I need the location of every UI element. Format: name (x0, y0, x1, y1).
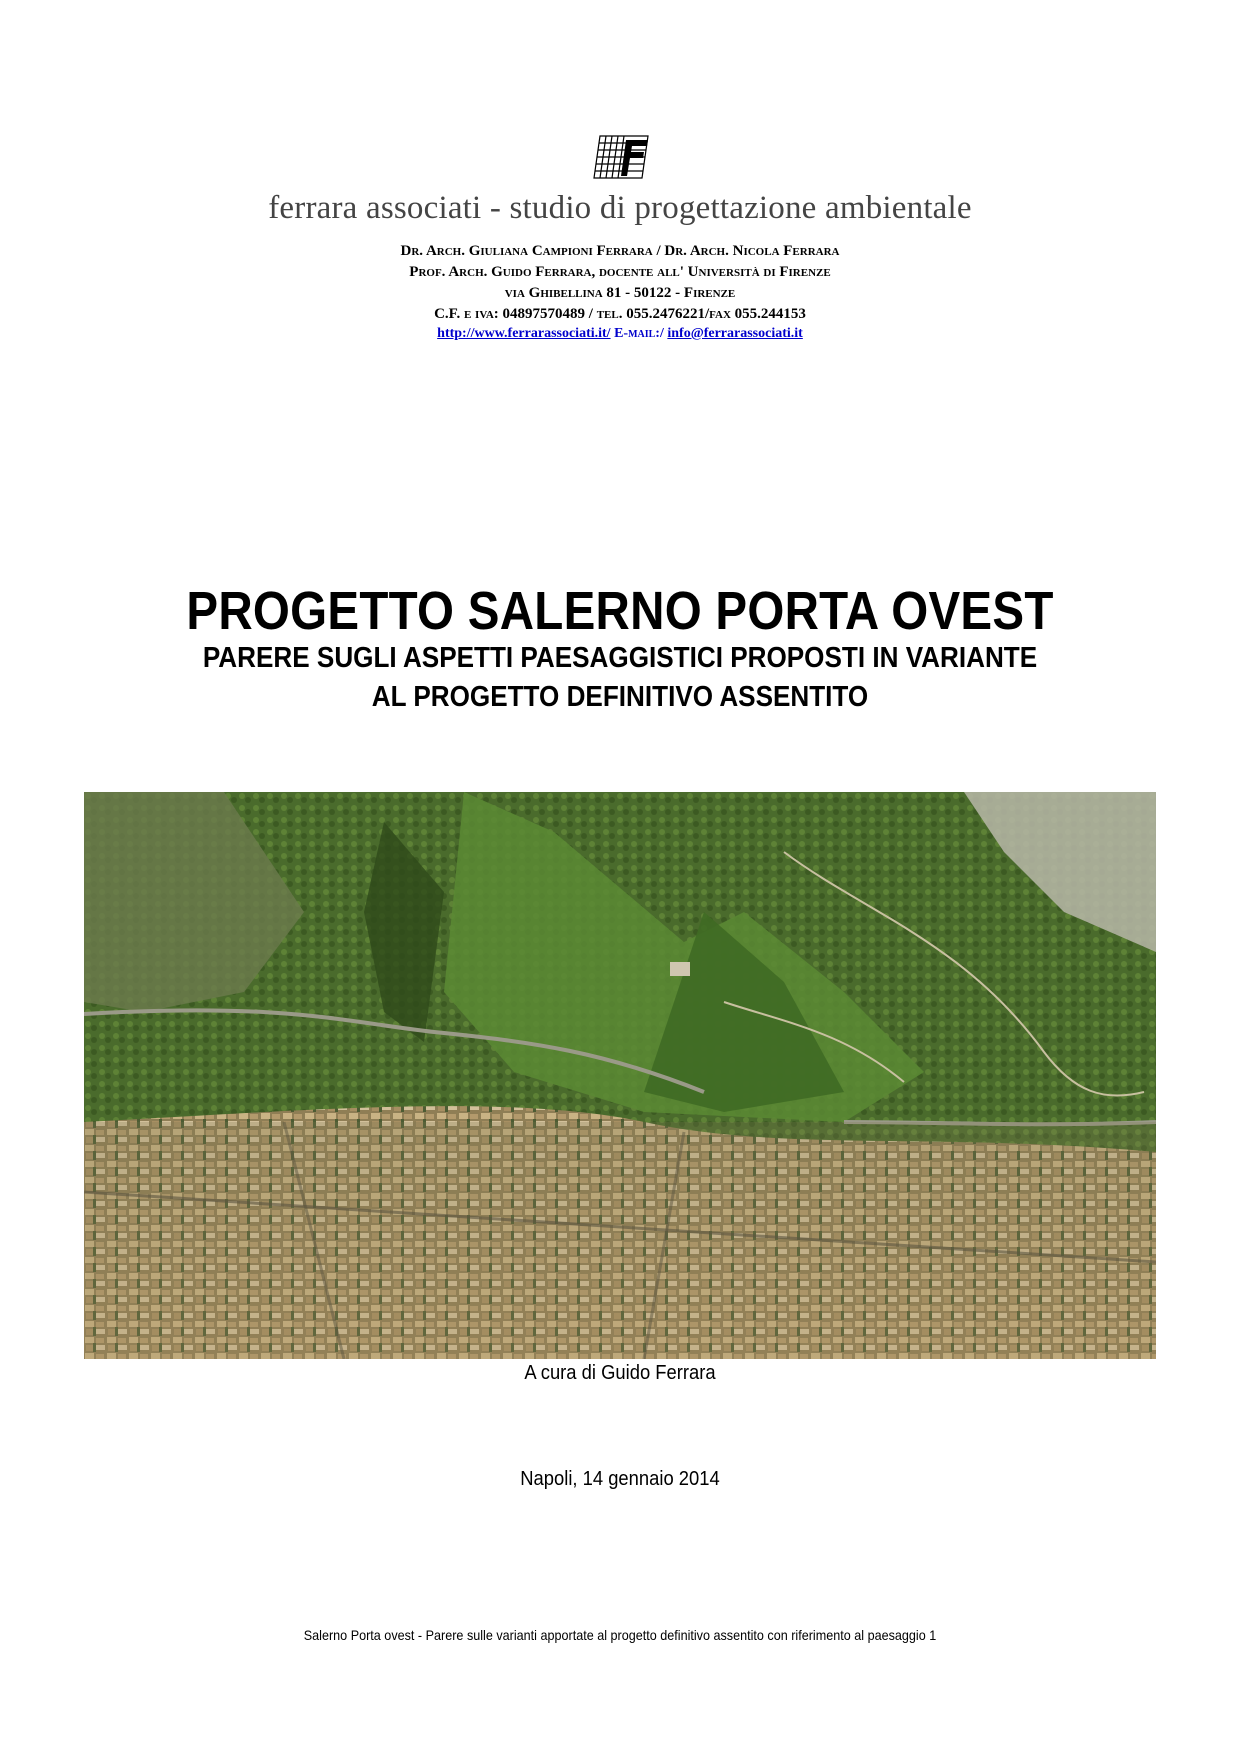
firm-name: ferrara associati - studio di progettazione ambientale (268, 190, 972, 226)
page-footer: Salerno Porta ovest - Parere sulle varianti apportate al progetto definitivo assentito con riferimento al paesaggio 1 (303, 1627, 937, 1643)
web-contact-line (0, 324, 1240, 344)
email-label: E-mail:/ (614, 326, 664, 341)
address-line: via Ghibellina 81 - 50122 - Firenze (504, 285, 736, 301)
curator-credit: A cura di Guido Ferrara (524, 1362, 716, 1384)
document-subtitle-line2: AL PROGETTO DEFINITIVO ASSENTITO (371, 681, 869, 713)
website-link[interactable]: http://www.ferrarassociati.it/ (437, 326, 611, 341)
partners-line: Dr. Arch. Giuliana Campioni Ferrara / Dr. Arch. Nicola Ferrara (400, 243, 840, 259)
email-link[interactable]: info@ferrarassociati.it (667, 326, 803, 341)
aerial-landscape-photo (84, 792, 1156, 1359)
document-date: Napoli, 14 gennaio 2014 (520, 1468, 720, 1490)
document-title: PROGETTO SALERNO PORTA OVEST (186, 581, 1054, 641)
professor-line: Prof. Arch. Guido Ferrara, docente all' Università di Firenze (409, 264, 831, 280)
ferrara-associati-logo-icon (592, 134, 652, 180)
fiscal-contact-line: C.F. e iva: 04897570489 / tel. 055.2476221/fax 055.244153 (434, 306, 806, 322)
document-subtitle-line1: PARERE SUGLI ASPETTI PAESAGGISTICI PROPOSTI IN VARIANTE (202, 642, 1038, 674)
